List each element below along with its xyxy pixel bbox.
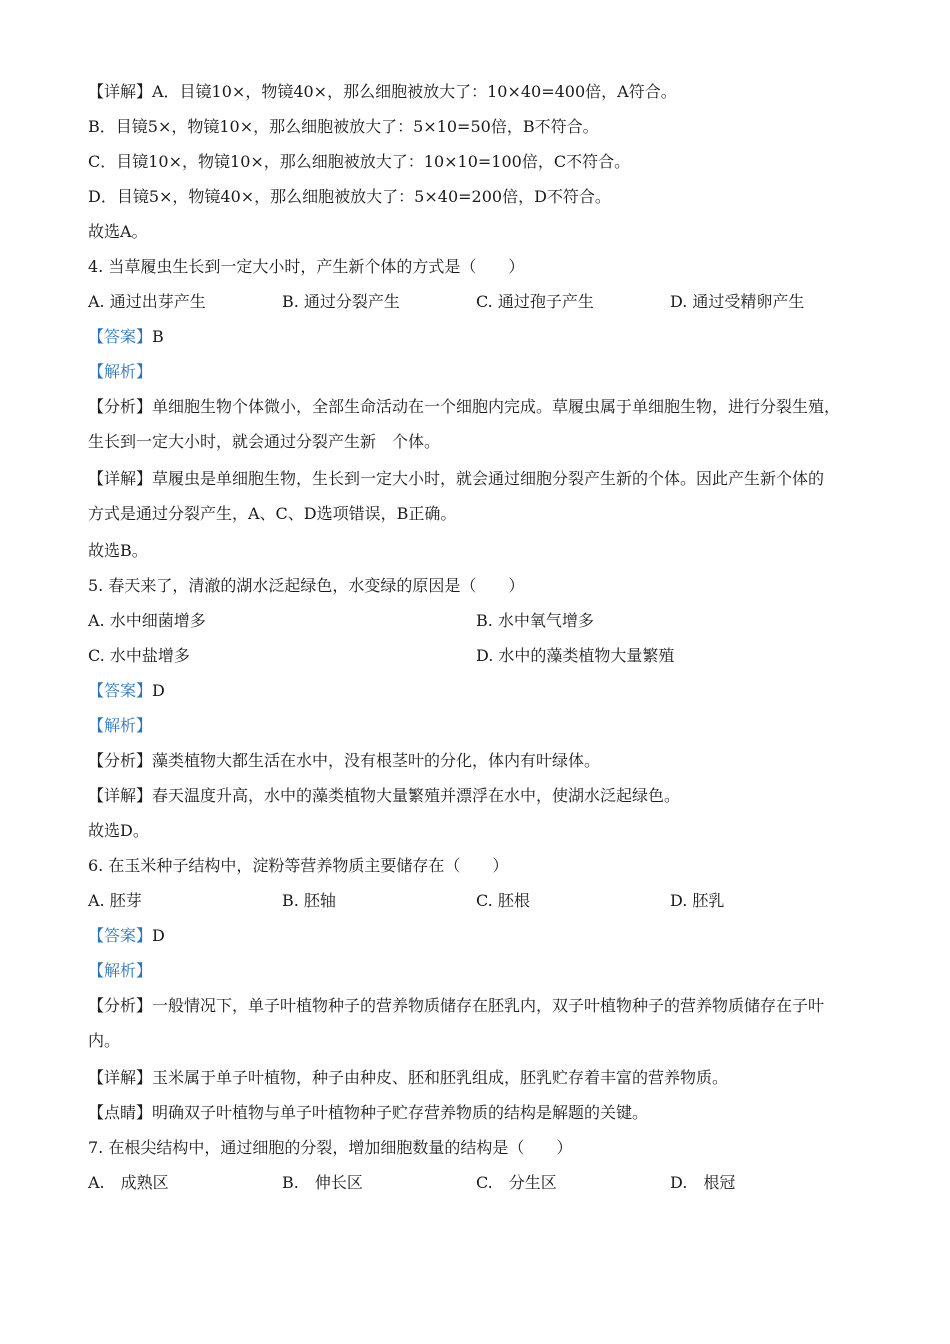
q4-xiangjie: 【详解】草履虫是单细胞生物，生长到一定大小时，就会通过细胞分裂产生新的个体。因此产生新个体的 (88, 469, 825, 488)
q5-option-b: B. 水中氧气增多 (476, 611, 594, 630)
q4-analysis-tag: 【解析】 (88, 362, 153, 381)
answer-tag: 【答案】 (88, 327, 153, 346)
answer-value: D (152, 681, 165, 700)
q4-option-d: D. 通过受精卵产生 (670, 292, 805, 311)
q6-analysis-tag: 【解析】 (88, 961, 153, 980)
answer-tag: 【答案】 (88, 681, 153, 700)
q5-options-row1 (88, 603, 878, 638)
q4-option-b: B. 通过分裂产生 (282, 292, 400, 311)
answer-value: B (152, 327, 164, 346)
q6-option-a: A. 胚芽 (88, 891, 142, 910)
q6-stem: 6. 在玉米种子结构中，淀粉等营养物质主要储存在（ ） (88, 856, 509, 875)
q3-detail-a: 【详解】A．目镜10×，物镜40×，那么细胞被放大了：10×40=400倍，A符合。 (88, 82, 677, 101)
q5-option-a: A. 水中细菌增多 (88, 611, 206, 630)
q6-option-d: D. 胚乳 (670, 891, 725, 910)
document-page (88, 74, 878, 1200)
q7-stem: 7. 在根尖结构中，通过细胞的分裂，增加细胞数量的结构是（ ） (88, 1138, 573, 1157)
q5-answer (88, 673, 878, 708)
q5-option-d: D. 水中的藻类植物大量繁殖 (476, 646, 675, 665)
q5-analysis-tag: 【解析】 (88, 716, 153, 735)
q6-options (88, 883, 878, 918)
q7-option-b: B. 伸长区 (282, 1173, 363, 1192)
q5-fenxi: 【分析】藻类植物大都生活在水中，没有根茎叶的分化，体内有叶绿体。 (88, 751, 601, 770)
q4-stem: 4. 当草履虫生长到一定大小时，产生新个体的方式是（ ） (88, 257, 525, 276)
q3-detail-c: C．目镜10×，物镜10×，那么细胞被放大了：10×10=100倍，C不符合。 (88, 152, 631, 171)
q7-options (88, 1165, 878, 1200)
q6-xiangjie: 【详解】玉米属于单子叶植物，种子由种皮、胚和胚乳组成，胚乳贮存着丰富的营养物质。 (88, 1068, 729, 1087)
q4-conclusion: 故选B。 (88, 541, 148, 560)
q4-fenxi: 【分析】单细胞生物个体微小，全部生命活动在一个细胞内完成。草履虫属于单细胞生物，进行分裂生殖， (88, 397, 841, 416)
q5-option-c: C. 水中盐增多 (88, 646, 190, 665)
q3-detail-d: D．目镜5×，物镜40×，那么细胞被放大了：5×40=200倍，D不符合。 (88, 187, 611, 206)
q5-options-row2 (88, 638, 878, 673)
answer-value: D (152, 926, 165, 945)
q7-option-d: D. 根冠 (670, 1173, 736, 1192)
q6-fenxi-cont: 内。 (88, 1031, 121, 1050)
q3-conclusion: 故选A。 (88, 222, 148, 241)
q6-fenxi: 【分析】一般情况下，单子叶植物种子的营养物质储存在胚乳内，双子叶植物种子的营养物质储存在子叶 (88, 996, 825, 1015)
q4-xiangjie-cont: 方式是通过分裂产生，A、C、D选项错误，B正确。 (88, 504, 457, 523)
q4-option-c: C. 通过孢子产生 (476, 292, 594, 311)
q6-dianjing: 【点睛】明确双子叶植物与单子叶植物种子贮存营养物质的结构是解题的关键。 (88, 1103, 649, 1122)
q7-option-c: C. 分生区 (476, 1173, 557, 1192)
q5-xiangjie: 【详解】春天温度升高，水中的藻类植物大量繁殖并漂浮在水中，使湖水泛起绿色。 (88, 786, 681, 805)
q4-option-a: A. 通过出芽产生 (88, 292, 206, 311)
q4-answer (88, 319, 878, 354)
q6-answer (88, 918, 878, 953)
answer-tag: 【答案】 (88, 926, 153, 945)
q4-options (88, 284, 878, 319)
q5-conclusion: 故选D。 (88, 821, 149, 840)
q3-detail-b: B．目镜5×，物镜10×，那么细胞被放大了：5×10=50倍，B不符合。 (88, 117, 599, 136)
q7-option-a: A. 成熟区 (88, 1173, 169, 1192)
q5-stem: 5. 春天来了，清澈的湖水泛起绿色，水变绿的原因是（ ） (88, 576, 525, 595)
q6-option-b: B. 胚轴 (282, 891, 336, 910)
q4-fenxi-cont: 生长到一定大小时，就会通过分裂产生新 个体。 (88, 432, 441, 451)
q6-option-c: C. 胚根 (476, 891, 530, 910)
